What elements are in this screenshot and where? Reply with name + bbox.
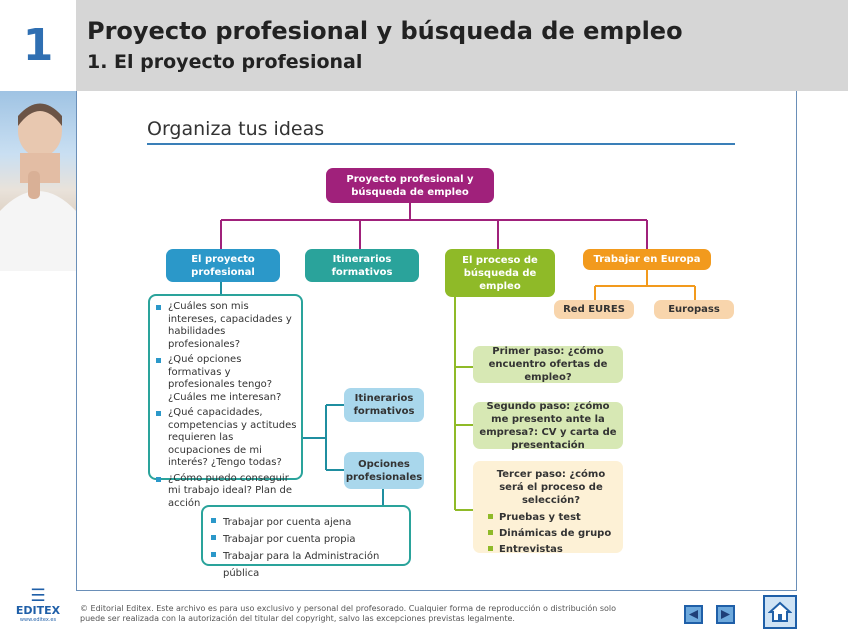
logo-url: www.editex.es bbox=[19, 617, 57, 623]
tercer-paso-item: Pruebas y test bbox=[487, 510, 615, 526]
tercer-paso-title: Tercer paso: ¿cómo será el proceso de selección? bbox=[496, 469, 606, 506]
logo-text: EDITEX bbox=[15, 604, 61, 617]
chapter-number: 1 bbox=[0, 0, 76, 91]
node-sub-itinerarios: Itinerarios formativos bbox=[344, 388, 424, 422]
page-title: Proyecto profesional y búsqueda de empleo bbox=[87, 17, 683, 45]
opcion-item: Trabajar para la Administración pública bbox=[209, 548, 403, 582]
question-item: ¿Cómo puedo conseguir mi trabajo ideal? Plan de acción bbox=[154, 473, 297, 511]
question-item: ¿Cuáles son mis intereses, capacidades y habilidades profesionales? bbox=[154, 301, 297, 351]
copyright-notice: © Editorial Editex. Este archivo es para uso exclusivo y personal del profesorado. Cualquier forma de reproducción o distribución solo puede ser realizada con la autorización del titular del copyright, salvo las excepciones previstas legalmente. bbox=[80, 604, 617, 623]
opciones-panel bbox=[201, 505, 411, 579]
question-item: ¿Qué capacidades, competencias y actitudes requieren las ocupaciones de mi interés? ¿Tengo todas? bbox=[154, 407, 297, 470]
section-title: Organiza tus ideas bbox=[147, 118, 325, 140]
tercer-paso-item: Entrevistas bbox=[487, 542, 615, 558]
triangle-right-icon bbox=[720, 609, 731, 620]
prev-page-button[interactable] bbox=[684, 605, 703, 624]
root-node: Proyecto profesional y búsqueda de empleo bbox=[326, 168, 494, 203]
logo-mark-icon: ☰ bbox=[30, 586, 46, 606]
node-tercer-paso bbox=[473, 461, 623, 553]
node-primer-paso: Primer paso: ¿cómo encuentro ofertas de empleo? bbox=[473, 346, 623, 383]
node-proyecto-profesional: El proyecto profesional bbox=[166, 249, 280, 282]
node-segundo-paso: Segundo paso: ¿cómo me presento ante la empresa?: CV y carta de presentación bbox=[473, 402, 623, 449]
triangle-left-icon bbox=[688, 609, 699, 620]
page-subtitle: 1. El proyecto profesional bbox=[87, 51, 363, 73]
node-proceso-busqueda: El proceso de búsqueda de empleo bbox=[445, 249, 555, 297]
editex-logo bbox=[14, 588, 62, 623]
node-europass: Europass bbox=[654, 300, 734, 319]
node-itinerarios-formativos: Itinerarios formativos bbox=[305, 249, 419, 282]
next-page-button[interactable] bbox=[716, 605, 735, 624]
opcion-item: Trabajar por cuenta ajena bbox=[209, 514, 403, 531]
node-trabajar-europa: Trabajar en Europa bbox=[583, 249, 711, 270]
opcion-item: Trabajar por cuenta propia bbox=[209, 531, 403, 548]
questions-panel bbox=[148, 294, 303, 509]
home-button[interactable] bbox=[763, 595, 797, 629]
tercer-paso-item: Dinámicas de grupo bbox=[487, 526, 615, 542]
node-red-eures: Red EURES bbox=[554, 300, 634, 319]
node-sub-opciones: Opciones profesionales bbox=[344, 452, 424, 489]
house-icon bbox=[768, 601, 792, 623]
question-item: ¿Qué opciones formativas y profesionales tengo? ¿Cuáles me interesan? bbox=[154, 354, 297, 404]
